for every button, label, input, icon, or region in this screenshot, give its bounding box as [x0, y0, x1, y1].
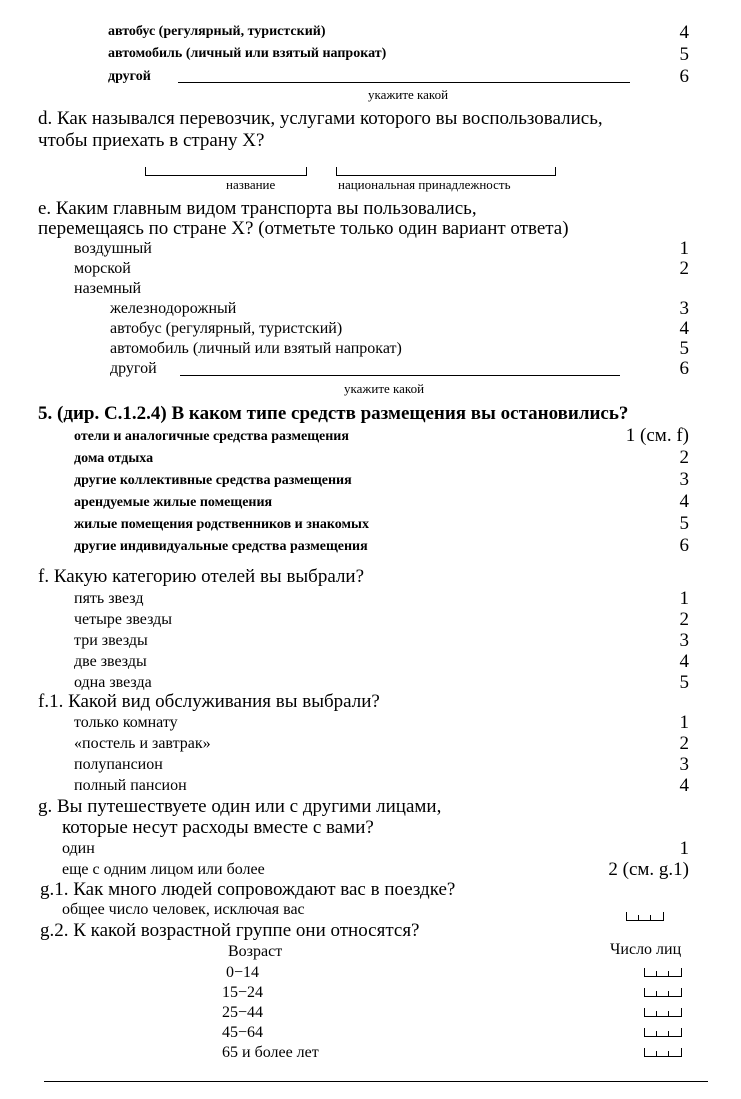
count-input-box[interactable]	[644, 968, 682, 977]
option-row	[0, 609, 741, 630]
option-code: 1	[679, 238, 689, 259]
option-label: автомобиль (личный или взятый напрокат)	[110, 340, 402, 357]
option-row	[0, 733, 741, 754]
option-row	[0, 651, 741, 672]
option-label: полупансион	[74, 756, 163, 773]
option-code: 1 (см. f)	[625, 425, 689, 446]
g1-item-label: общее число человек, исключая вас	[62, 901, 305, 918]
option-label: одна звезда	[74, 674, 152, 691]
question-e-title-line2: перемещаясь по стране X? (отметьте только один вариант ответа)	[38, 218, 569, 239]
question-f-title: f. Какую категорию отелей вы выбрали?	[38, 566, 365, 587]
specify-line[interactable]	[178, 82, 630, 83]
question-e-title: е. Каким главным видом транспорта вы пользовались,	[38, 198, 477, 219]
age-label: 15−24	[222, 984, 264, 1001]
option-row	[0, 238, 741, 258]
option-row	[0, 298, 741, 318]
carrier-name-field[interactable]	[145, 167, 307, 176]
bottom-rule	[44, 1081, 708, 1082]
age-row	[0, 982, 741, 1002]
count-input-box[interactable]	[644, 1028, 682, 1037]
option-row	[0, 859, 741, 880]
option-label: один	[62, 840, 95, 857]
option-label: «постель и завтрак»	[74, 735, 211, 752]
option-code: 2 (см. g.1)	[608, 859, 689, 880]
option-label: отели и аналогичные средства размещения	[74, 429, 349, 444]
option-row	[0, 535, 741, 557]
count-input-box[interactable]	[626, 912, 664, 921]
option-code: 3	[679, 754, 689, 775]
carrier-nationality-field[interactable]	[336, 167, 556, 176]
caption-nationality: национальная принадлежность	[338, 177, 511, 192]
option-label: железнодорожный	[110, 300, 237, 317]
option-code: 3	[679, 298, 689, 319]
option-row	[0, 491, 741, 513]
option-row	[0, 338, 741, 358]
option-row	[0, 66, 741, 88]
option-label: другой	[110, 360, 157, 377]
age-row	[0, 1022, 741, 1042]
specify-line[interactable]	[180, 375, 620, 376]
option-label: автобус (регулярный, туристский)	[108, 24, 326, 39]
option-label: другой	[108, 69, 151, 84]
age-label: 65 и более лет	[222, 1044, 319, 1061]
option-row	[0, 425, 741, 447]
option-code: 4	[679, 491, 689, 512]
option-label: еще с одним лицом или более	[62, 861, 265, 878]
option-code: 6	[679, 358, 689, 379]
option-label: только комнату	[74, 714, 178, 731]
option-label: три звезды	[74, 632, 148, 649]
option-code: 5	[679, 672, 689, 693]
option-code: 5	[679, 44, 689, 65]
option-label: полный пансион	[74, 777, 187, 794]
specify-caption: укажите какой	[368, 87, 449, 102]
option-label: морской	[74, 260, 131, 277]
option-row	[0, 838, 741, 859]
age-row	[0, 962, 741, 982]
age-label: 25−44	[222, 1004, 264, 1021]
option-label: воздушный	[74, 240, 152, 257]
option-label: пять звезд	[74, 590, 144, 607]
option-row	[0, 358, 741, 378]
option-label: четыре звезды	[74, 611, 172, 628]
option-code: 1	[679, 712, 689, 733]
question-5-title: 5. (дир. С.1.2.4) В каком типе средств размещения вы остановились?	[38, 403, 629, 424]
question-d-title-line2: чтобы приехать в страну X?	[38, 130, 265, 151]
option-code: 6	[679, 535, 689, 556]
question-g-title-line2: которые несут расходы вместе с вами?	[62, 817, 374, 838]
age-label: 0−14	[226, 964, 260, 981]
option-code: 4	[679, 775, 689, 796]
option-code: 4	[679, 318, 689, 339]
age-row	[0, 1042, 741, 1062]
count-input-box[interactable]	[644, 988, 682, 997]
question-g2-title: g.2. К какой возрастной группе они относятся?	[40, 920, 420, 941]
option-code: 5	[679, 513, 689, 534]
option-code: 6	[679, 66, 689, 87]
age-row	[0, 1002, 741, 1022]
column-header-age: Возраст	[228, 943, 283, 960]
option-label: арендуемые жилые помещения	[74, 495, 273, 510]
option-code: 5	[679, 338, 689, 359]
age-label: 45−64	[222, 1024, 264, 1041]
option-label: другие индивидуальные средства размещения	[74, 539, 368, 554]
option-row	[0, 278, 741, 298]
column-header-count: Число лиц	[610, 941, 682, 958]
option-label: наземный	[74, 280, 142, 297]
option-row	[0, 469, 741, 491]
specify-caption: укажите какой	[344, 381, 425, 396]
option-code: 3	[679, 630, 689, 651]
question-f1-title: f.1. Какой вид обслуживания вы выбрали?	[38, 691, 380, 712]
option-label: две звезды	[74, 653, 147, 670]
question-g1-title: g.1. Как много людей сопровождают вас в поездке?	[40, 879, 456, 900]
option-code: 4	[679, 651, 689, 672]
option-code: 2	[679, 733, 689, 754]
option-row	[0, 630, 741, 651]
option-code: 3	[679, 469, 689, 490]
option-code: 1	[679, 588, 689, 609]
option-label: жилые помещения родственников и знакомых	[74, 517, 369, 532]
option-label: дома отдыха	[74, 451, 154, 466]
option-row	[0, 22, 741, 44]
option-row	[0, 588, 741, 609]
option-code: 2	[679, 609, 689, 630]
option-row	[0, 447, 741, 469]
option-row	[0, 672, 741, 693]
option-row	[0, 258, 741, 278]
option-code: 1	[679, 838, 689, 859]
option-code: 2	[679, 258, 689, 279]
question-g-title: g. Вы путешествуете один или с другими лицами,	[38, 796, 442, 817]
option-row	[0, 712, 741, 733]
option-row	[0, 775, 741, 796]
option-label: автомобиль (личный или взятый напрокат)	[108, 46, 387, 61]
question-d-title: d. Как назывался перевозчик, услугами которого вы воспользовались,	[38, 108, 603, 129]
option-row	[0, 754, 741, 775]
option-label: другие коллективные средства размещения	[74, 473, 352, 488]
option-row	[0, 318, 741, 338]
count-input-box[interactable]	[644, 1008, 682, 1017]
option-row	[0, 44, 741, 66]
caption-name: название	[226, 177, 276, 192]
option-code: 4	[679, 22, 689, 43]
option-row	[0, 513, 741, 535]
option-label: автобус (регулярный, туристский)	[110, 320, 343, 337]
option-code: 2	[679, 447, 689, 468]
count-input-box[interactable]	[644, 1048, 682, 1057]
